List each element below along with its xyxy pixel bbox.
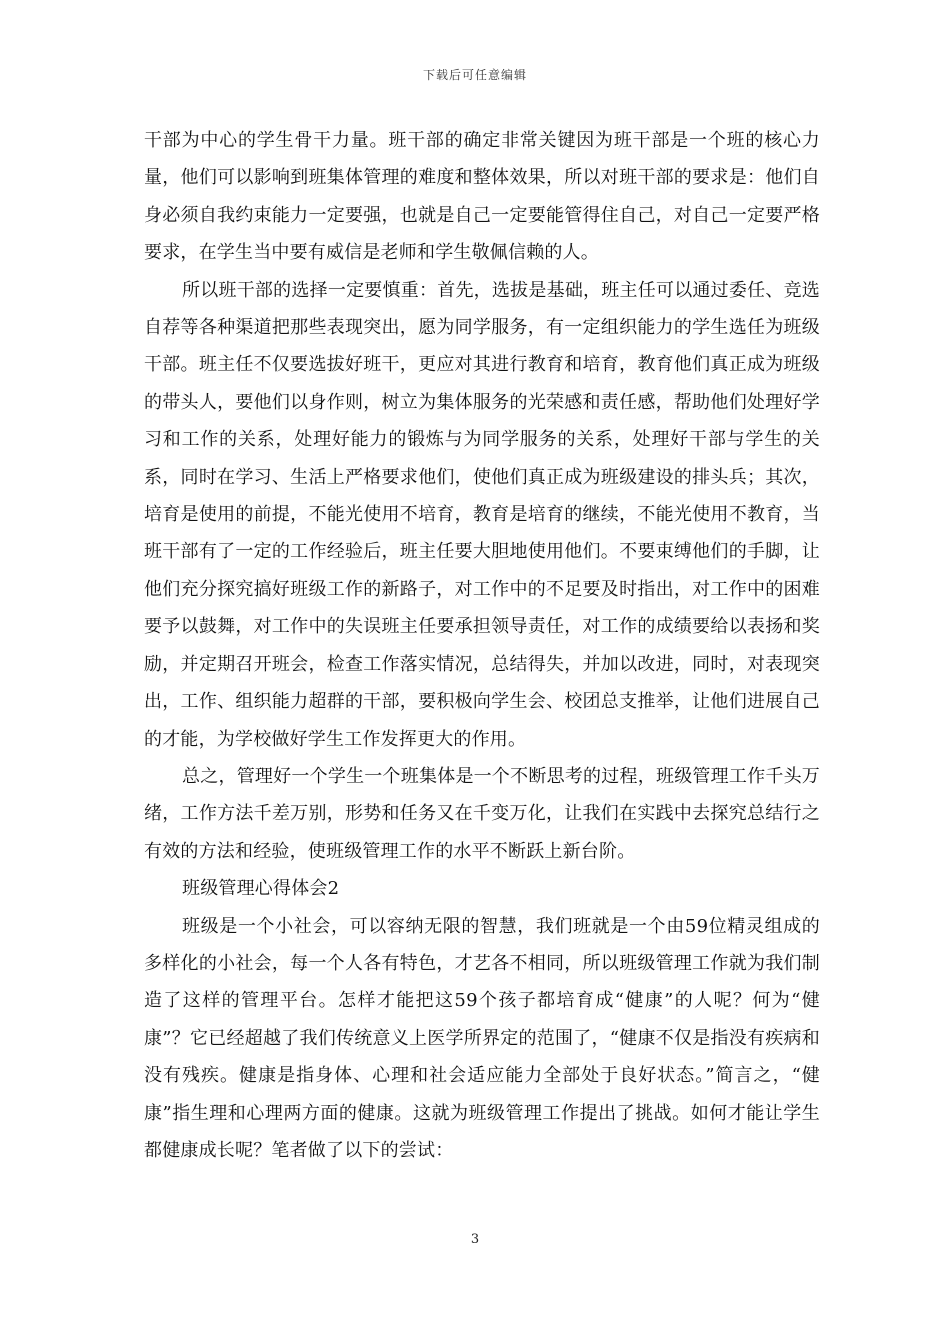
paragraph-summary: 总之，管理好一个学生一个班集体是一个不断思考的过程，班级管理工作千头万绪，工作方法千差万别，形势和任务又在千变万化，让我们在实践中去探究总结行之有效的方法和经验，使班级管理工作的水平不断跃上新台阶。: [144, 765, 820, 862]
page-header-note: 下载后可任意编辑: [422, 68, 527, 82]
paragraph-cadre-selection: 所以班干部的选择一定要慎重：首先，选拔是基础，班主任可以通过委任、竞选自荐等各种渠道把那些表现突出，愿为同学服务，有一定组织能力的学生选任为班级干部。班主任不仅要选拔好班干，更应对其进行教育和培育，教育他们真正成为班级的带头人，要他们以身作则，树立为集体服务的光荣感和责任感，帮助他们处理好学习和工作的关系，处理好能力的锻炼与为同学服务的关系，处理好干部与学生的关系，同时在学习、生活上严格要求他们，使他们真正成为班级建设的排头兵；其次，培育是使用的前提，不能光使用不培育，教育是培育的继续，不能光使用不教育，当班干部有了一定的工作经验后，班主任要大胆地使用他们。不要束缚他们的手脚，让他们充分探究搞好班级工作的新路子，对工作中的不足要及时指出，对工作中的困难要予以鼓舞，对工作中的失误班主任要承担领导责任，对工作的成绩要给以表扬和奖励，并定期召开班会，检查工作落实情况，总结得失，并加以改进，同时，对表现突出，工作、组织能力超群的干部，要积极向学生会、校团总支推举，让他们进展自己的才能，为学校做好学生工作发挥更大的作用。: [144, 279, 820, 750]
page-number: 3: [470, 1232, 480, 1247]
section-heading: 班级管理心得体会2: [182, 878, 340, 900]
paragraph-class-society: 班级是一个小社会，可以容纳无限的智慧，我们班就是一个由59位精灵组成的多样化的小社会，每一个人各有特色，才艺各不相同，所以班级管理工作就为我们制造了这样的管理平台。怎样才能把这59个孩子都培育成“健康”的人呢？何为“健康”？它已经超越了我们传统意义上医学所界定的范围了，“健康不仅是指没有疾病和没有残疾。健康是指身体、心理和社会适应能力全部处于良好状态。”简言之，“健康”指生理和心理两方面的健康。这就为班级管理工作提出了挑战。如何才能让学生都健康成长呢？笔者做了以下的尝试：: [144, 915, 820, 1161]
document-body: [144, 122, 820, 1169]
paragraph-continued: 干部为中心的学生骨干力量。班干部的确定非常关键因为班干部是一个班的核心力量，他们可以影响到班集体管理的难度和整体效果，所以对班干部的要求是：他们自身必须自我约束能力一定要强，也就是自己一定要能管得住自己，对自己一定要严格要求，在学生当中要有威信是老师和学生敬佩信赖的人。: [144, 130, 820, 264]
